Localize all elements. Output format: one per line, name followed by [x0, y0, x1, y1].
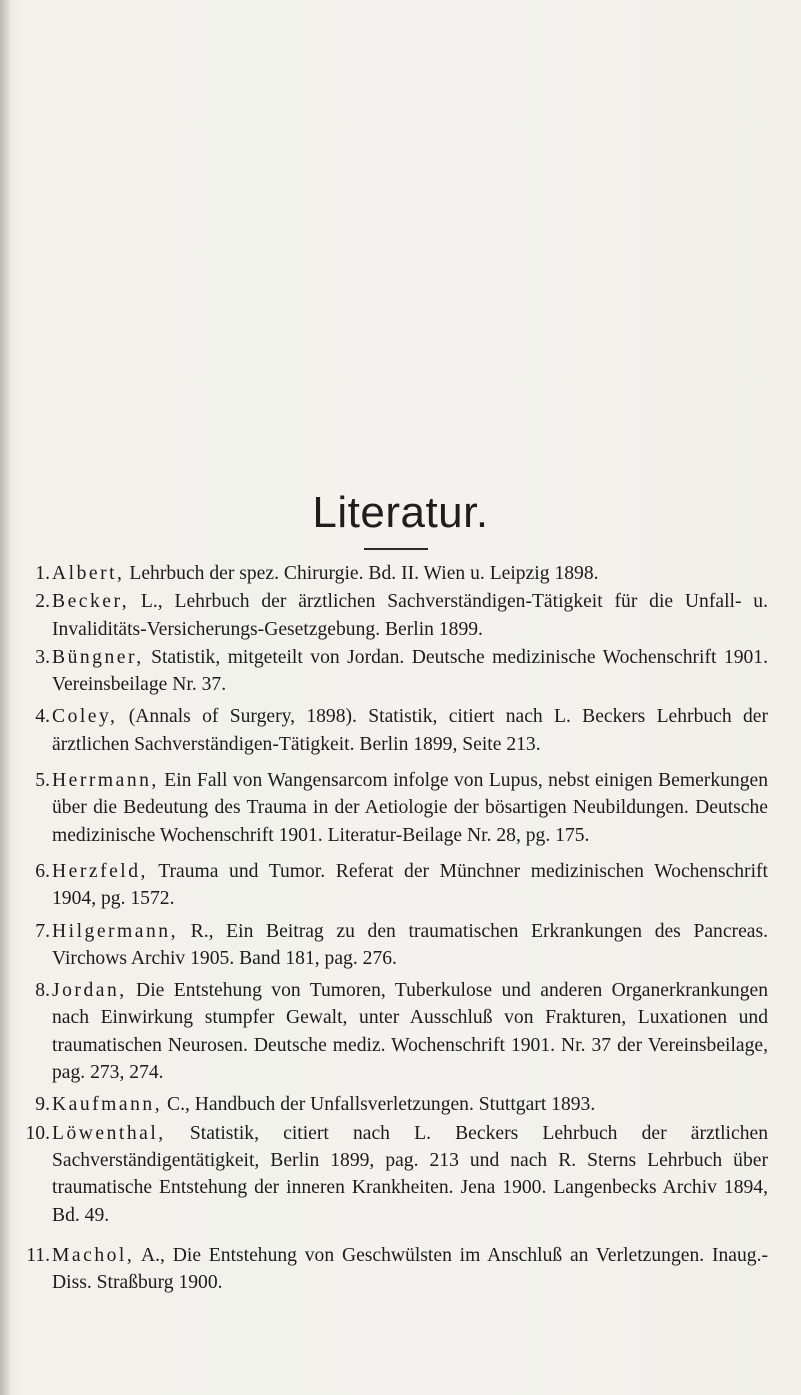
- reference-body: [52, 1091, 768, 1118]
- reference-body: [52, 918, 768, 973]
- reference-body: [52, 858, 768, 913]
- reference-author: Herrmann,: [52, 770, 159, 792]
- reference-item: [0, 918, 801, 973]
- reference-number: 3.: [35, 646, 50, 668]
- reference-body: [52, 1242, 768, 1297]
- reference-item: [0, 977, 801, 1086]
- reference-number: 1.: [35, 563, 50, 584]
- reference-text: A., Die Entstehung von Geschwülsten im Anschluß an Verletzungen. Inaug.-Diss. Straßburg 1900.: [52, 1244, 768, 1294]
- reference-text: Statistik, citiert nach L. Beckers Lehrbuch der ärztlichen Sachverständigentätigkeit, Berlin 1899, pag. 213 und nach R. Sterns Lehrbuch über traumatische Entstehung der inneren Krankheiten. Jena 1900. Langenbecks Archiv 1894, Bd. 49.: [52, 1122, 768, 1226]
- reference-number: 4.: [35, 706, 50, 728]
- reference-body: [52, 767, 768, 849]
- reference-item: [0, 1091, 801, 1118]
- reference-author: Löwenthal,: [52, 1122, 166, 1144]
- reference-text: Lehrbuch der spez. Chirurgie. Bd. II. Wien u. Leipzig 1898.: [124, 563, 599, 584]
- reference-number: 2.: [35, 591, 50, 613]
- reference-item: [0, 858, 801, 913]
- reference-author: Machol,: [52, 1244, 135, 1266]
- reference-author: Jordan,: [52, 980, 127, 1002]
- reference-text: R., Ein Beitrag zu den traumatischen Erkrankungen des Pancreas. Virchows Archiv 1905. Band 181, pag. 276.: [52, 920, 768, 969]
- page-title: Literatur.: [312, 488, 489, 537]
- reference-author: Coley,: [52, 706, 118, 728]
- reference-number: 9.: [35, 1094, 50, 1116]
- reference-body: [52, 644, 768, 699]
- reference-body: [52, 560, 768, 587]
- reference-number: 11.: [26, 1244, 50, 1266]
- reference-author: Büngner,: [52, 646, 144, 668]
- reference-text: Ein Fall von Wangensarcom infolge von Lupus, nebst einigen Bemerkungen über die Bedeutung des Trauma in der Aetiologie der bösartigen Neubildungen. Deutsche medizinische Wochenschrift 1901. Literatur-Beilage Nr. 28, pg. 175.: [52, 770, 768, 846]
- reference-number: 8.: [35, 980, 50, 1002]
- reference-text: Die Entstehung von Tumoren, Tuberkulose und anderen Organerkrankungen nach Einwirkung stumpfer Gewalt, unter Ausschluß von Frakturen, Luxationen und traumatischen Neurosen. Deutsche mediz. Wochenschrift 1901. Nr. 37 der Vereinsbeilage, pag. 273, 274.: [52, 980, 768, 1084]
- reference-author: Hilgermann,: [52, 920, 178, 942]
- reference-item: [0, 1242, 801, 1297]
- reference-body: [52, 588, 768, 643]
- reference-number: 5.: [35, 770, 50, 792]
- reference-number: 6.: [35, 860, 50, 882]
- reference-number: 10.: [25, 1122, 50, 1144]
- reference-number: 7.: [35, 920, 50, 942]
- reference-author: Albert,: [52, 563, 125, 584]
- reference-text: (Annals of Surgery, 1898). Statistik, citiert nach L. Beckers Lehrbuch der ärztlichen Sachverständigen-Tätigkeit. Berlin 1899, Seite 213.: [52, 706, 768, 755]
- reference-author: Becker,: [52, 591, 130, 613]
- reference-body: [52, 1120, 768, 1229]
- reference-body: [52, 977, 768, 1086]
- reference-list: [0, 556, 801, 1296]
- reference-author: Herzfeld,: [52, 860, 148, 882]
- reference-body: [52, 703, 768, 758]
- reference-text: C., Handbuch der Unfallsverletzungen. Stuttgart 1893.: [162, 1094, 596, 1116]
- reference-text: L., Lehrbuch der ärztlichen Sachverständigen-Tätigkeit für die Unfall- u. Invaliditäts-Versicherungs-Gesetzgebung. Berlin 1899.: [52, 591, 768, 640]
- reference-item: [0, 767, 801, 849]
- reference-text: Statistik, mitgeteilt von Jordan. Deutsche medizinische Wochenschrift 1901. Vereinsbeilage Nr. 37.: [52, 646, 768, 696]
- reference-item: [0, 560, 801, 587]
- reference-text: Trauma und Tumor. Referat der Münchner medizinischen Wochenschrift 1904, pg. 1572.: [52, 860, 768, 910]
- reference-item: [0, 1120, 801, 1229]
- reference-item: [0, 703, 801, 758]
- reference-item: [0, 588, 801, 643]
- title-rule: [364, 548, 428, 550]
- reference-item: [0, 644, 801, 699]
- reference-author: Kaufmann,: [52, 1094, 163, 1116]
